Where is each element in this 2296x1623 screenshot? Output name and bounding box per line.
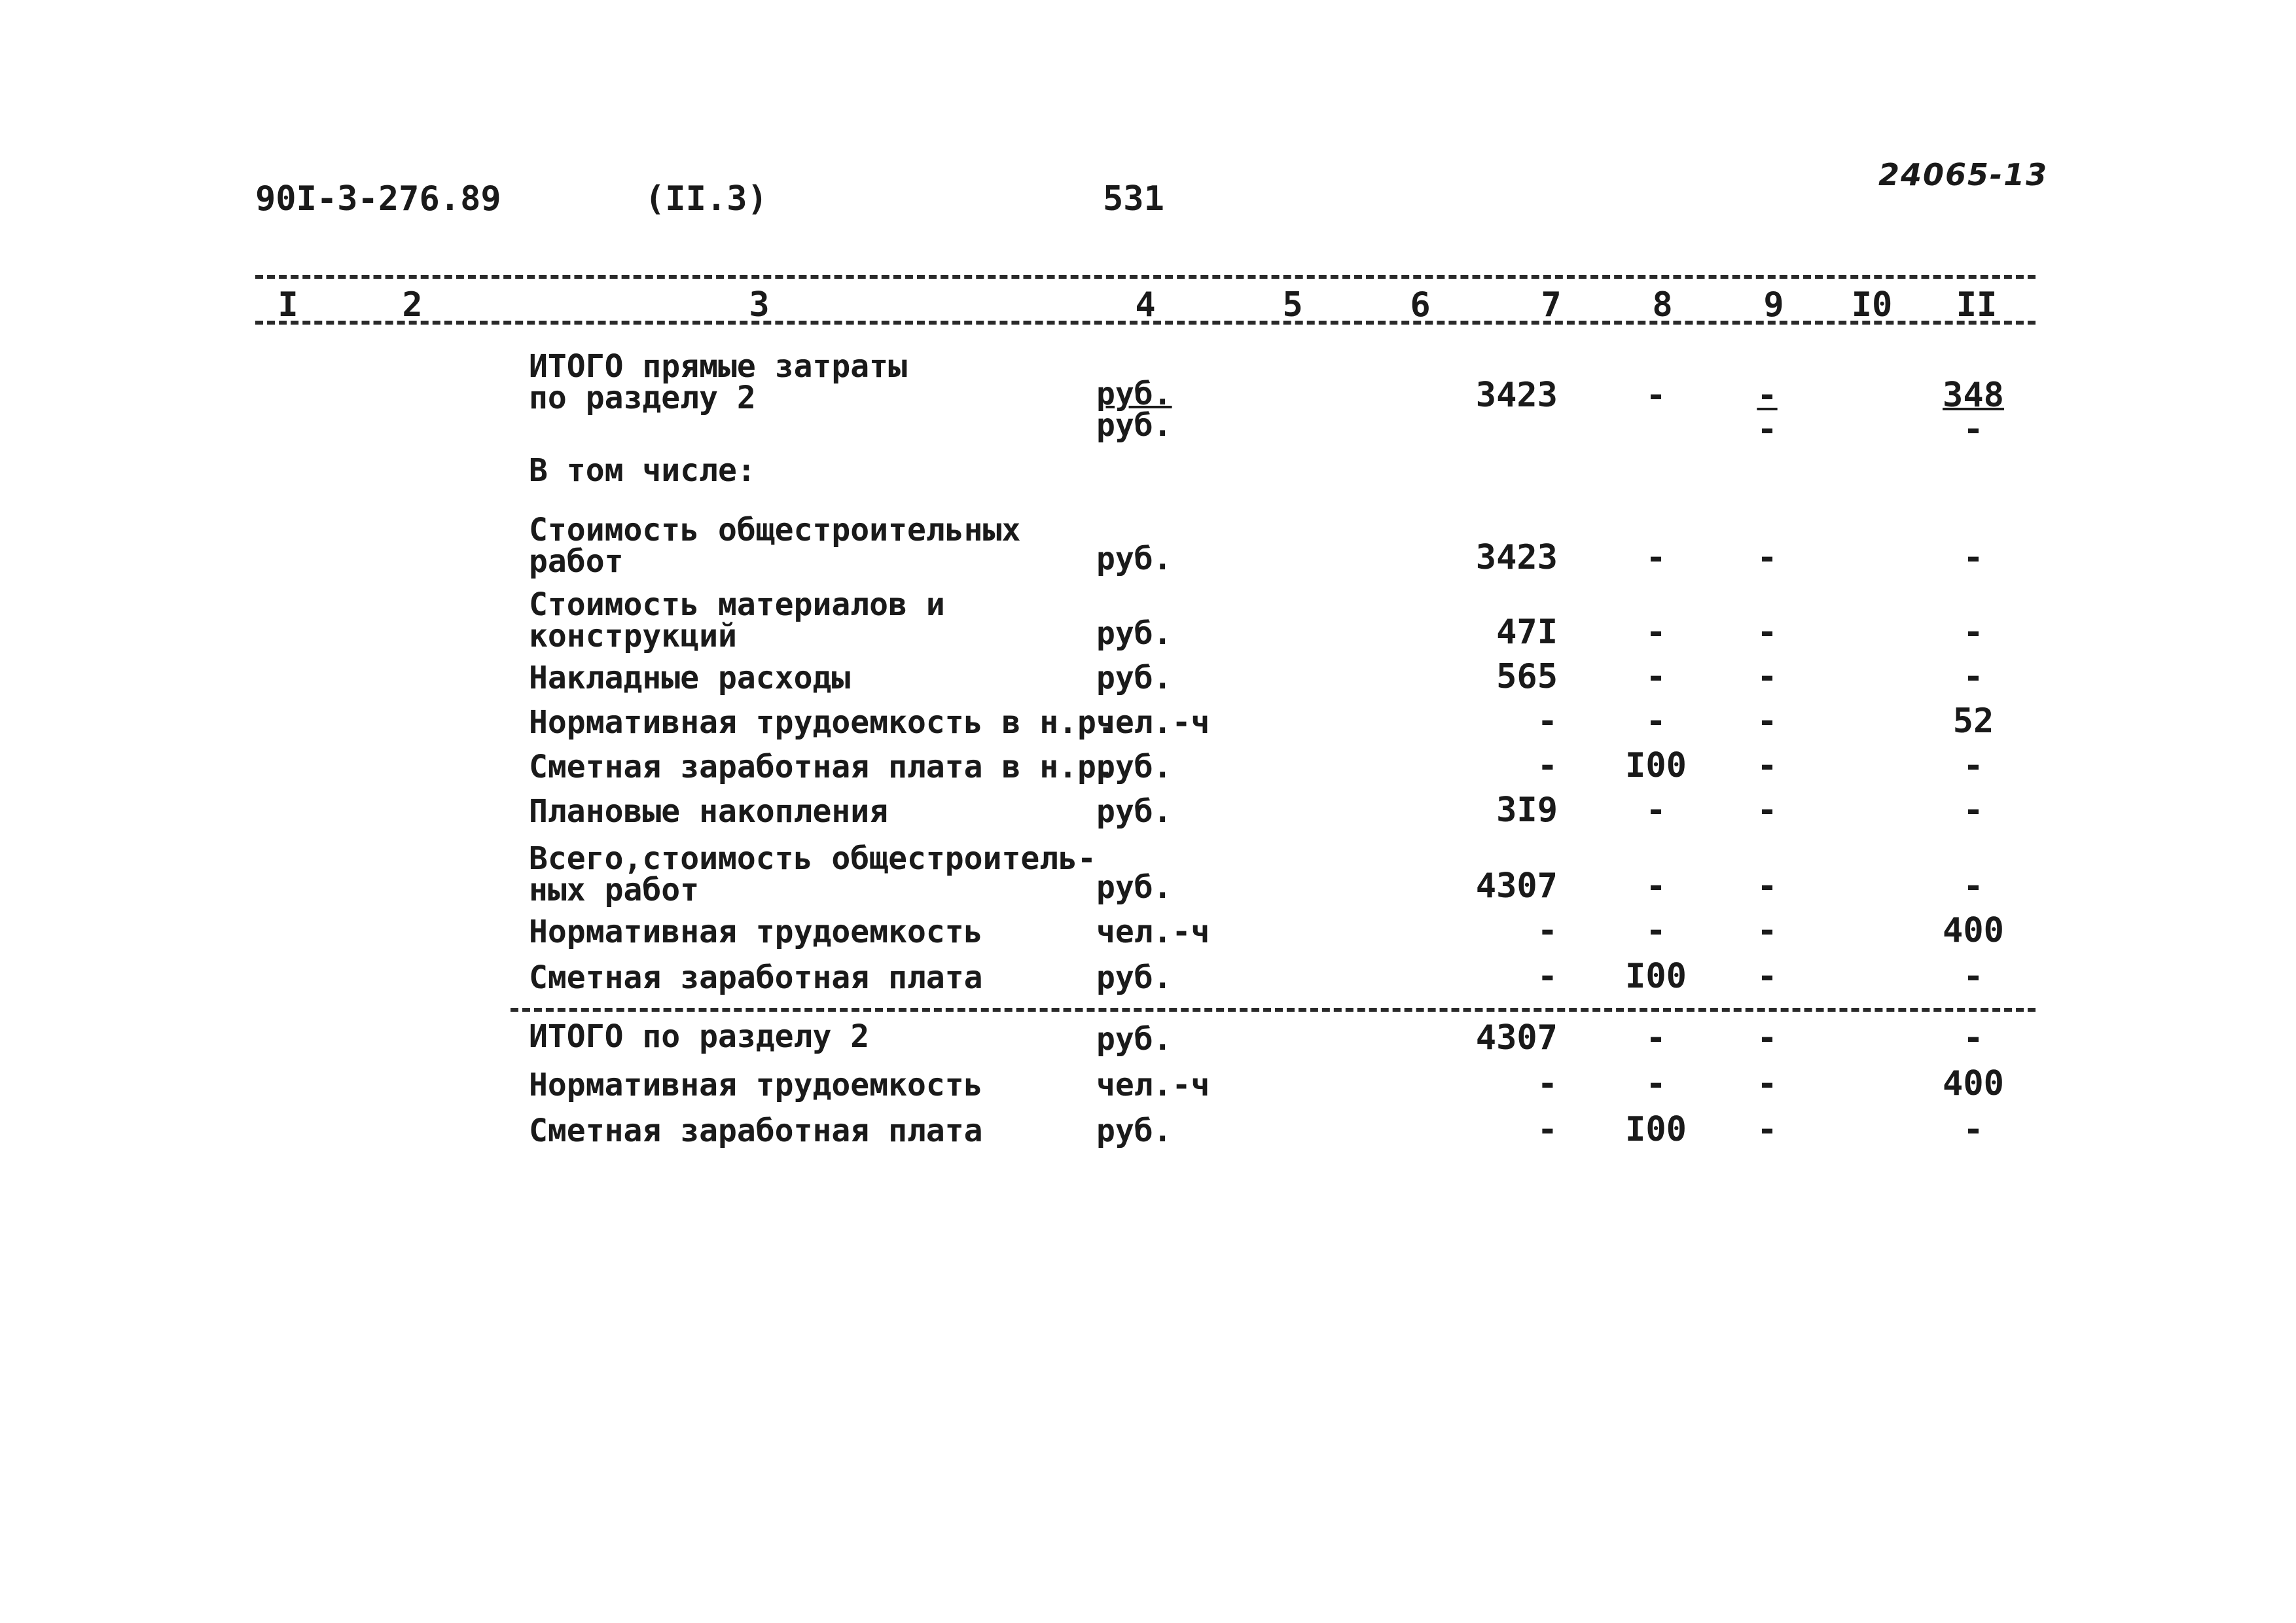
- column-header-1: I: [278, 285, 298, 325]
- summary-description: ИТОГО прямые затраты по разделу 2: [529, 348, 907, 416]
- row-col9: -: [1757, 957, 1778, 996]
- column-header-6: 6: [1410, 285, 1431, 325]
- summary-col8: -: [1645, 376, 1666, 415]
- row-unit: руб.: [1096, 660, 1172, 696]
- row-col11: 400: [1943, 911, 2004, 950]
- row-col11: -: [1963, 538, 1984, 577]
- summary-unit-top: руб.: [1096, 376, 1172, 412]
- row-col9: -: [1757, 657, 1778, 696]
- row-col7: -: [1537, 746, 1558, 785]
- totals-col8: I00: [1625, 1110, 1687, 1149]
- totals-col11: 400: [1943, 1064, 2004, 1103]
- totals-unit: руб.: [1096, 1021, 1172, 1058]
- row-col7: -: [1537, 702, 1558, 741]
- summary-col9-top: -: [1757, 376, 1778, 415]
- row-col8: -: [1645, 702, 1666, 741]
- in-that-number-label: В том числе:: [529, 452, 756, 489]
- totals-description: Нормативная трудоемкость: [529, 1067, 983, 1103]
- row-unit: руб.: [1096, 615, 1172, 652]
- column-header-4: 4: [1135, 285, 1156, 325]
- row-col8: -: [1645, 657, 1666, 696]
- row-col8: -: [1645, 538, 1666, 577]
- column-header-3: 3: [749, 285, 770, 325]
- column-header-11: II: [1956, 285, 1998, 325]
- totals-col7: -: [1537, 1110, 1558, 1149]
- totals-col7: -: [1537, 1064, 1558, 1103]
- row-col11: -: [1963, 746, 1984, 785]
- row-col8: I00: [1625, 957, 1687, 996]
- summary-col11-top: 348: [1943, 376, 2004, 415]
- totals-col9: -: [1757, 1110, 1778, 1149]
- section-number: (II.3): [645, 179, 768, 219]
- column-header-2: 2: [402, 285, 423, 325]
- row-col11: -: [1963, 791, 1984, 830]
- row-col8: -: [1645, 791, 1666, 830]
- row-col11: -: [1963, 657, 1984, 696]
- row-description: Накладные расходы: [529, 660, 851, 696]
- row-description: Нормативная трудоемкость: [529, 914, 983, 950]
- totals-description: Сметная заработная плата: [529, 1113, 983, 1149]
- header-top-rule: [255, 275, 2036, 279]
- row-col11: -: [1963, 957, 1984, 996]
- row-col9: -: [1757, 911, 1778, 950]
- row-col9: -: [1757, 613, 1778, 652]
- row-col11: 52: [1952, 702, 1994, 741]
- totals-col11: -: [1963, 1018, 1984, 1058]
- summary-unit-fraction: [1096, 376, 1172, 444]
- column-header-7: 7: [1541, 285, 1562, 325]
- row-col8: -: [1645, 613, 1666, 652]
- handwritten-reference: 24065-13: [1878, 157, 2049, 192]
- row-description: Сметная заработная плата в н.р.: [529, 749, 1115, 785]
- row-col11: -: [1963, 866, 1984, 906]
- totals-col7: 4307: [1475, 1018, 1558, 1058]
- totals-col8: -: [1645, 1064, 1666, 1103]
- summary-col11-fraction: [1908, 376, 2039, 449]
- row-unit: руб.: [1096, 869, 1172, 906]
- summary-col11-bottom: -: [1963, 410, 1984, 449]
- totals-divider-rule: [511, 1008, 2036, 1012]
- column-header-9: 9: [1763, 285, 1784, 325]
- column-header-5: 5: [1282, 285, 1303, 325]
- row-col11: -: [1963, 613, 1984, 652]
- row-col7: -: [1537, 911, 1558, 950]
- summary-col9-bottom: -: [1757, 410, 1778, 449]
- row-description: Стоимость общестроительных работ: [529, 512, 1021, 580]
- row-unit: чел.-ч: [1096, 704, 1210, 741]
- row-description: Стоимость материалов и конструкций: [529, 586, 945, 654]
- row-unit: руб.: [1096, 959, 1172, 996]
- totals-col8: -: [1645, 1018, 1666, 1058]
- row-col9: -: [1757, 538, 1778, 577]
- totals-col9: -: [1757, 1064, 1778, 1103]
- row-unit: руб.: [1096, 749, 1172, 785]
- summary-col7: 3423: [1475, 376, 1558, 415]
- row-col7: 47I: [1496, 613, 1558, 652]
- page-number: 531: [1103, 179, 1164, 219]
- row-col7: -: [1537, 957, 1558, 996]
- totals-col11: -: [1963, 1110, 1984, 1149]
- row-description: Всего,стоимость общестроитель- ных работ: [529, 840, 1096, 908]
- row-unit: чел.-ч: [1096, 914, 1210, 950]
- row-col7: 3I9: [1496, 791, 1558, 830]
- row-col7: 4307: [1475, 866, 1558, 906]
- row-unit: руб.: [1096, 541, 1172, 577]
- row-unit: руб.: [1096, 793, 1172, 830]
- column-header-8: 8: [1652, 285, 1673, 325]
- totals-col9: -: [1757, 1018, 1778, 1058]
- row-description: Нормативная трудоемкость в н.р.: [529, 704, 1115, 741]
- row-col9: -: [1757, 746, 1778, 785]
- document-code: 90I-3-276.89: [255, 179, 501, 219]
- summary-col9-fraction: [1702, 376, 1833, 449]
- row-description: Сметная заработная плата: [529, 959, 983, 996]
- totals-unit: руб.: [1096, 1113, 1172, 1149]
- row-col7: 3423: [1475, 538, 1558, 577]
- row-description: Плановые накопления: [529, 793, 889, 830]
- row-col9: -: [1757, 866, 1778, 906]
- row-col8: -: [1645, 911, 1666, 950]
- row-col8: I00: [1625, 746, 1687, 785]
- totals-description: ИТОГО по разделу 2: [529, 1018, 870, 1055]
- row-col8: -: [1645, 866, 1666, 906]
- column-header-10: I0: [1851, 285, 1893, 325]
- row-col7: 565: [1496, 657, 1558, 696]
- row-col9: -: [1757, 791, 1778, 830]
- summary-unit-bottom: руб.: [1096, 407, 1172, 444]
- totals-unit: чел.-ч: [1096, 1067, 1210, 1103]
- row-col9: -: [1757, 702, 1778, 741]
